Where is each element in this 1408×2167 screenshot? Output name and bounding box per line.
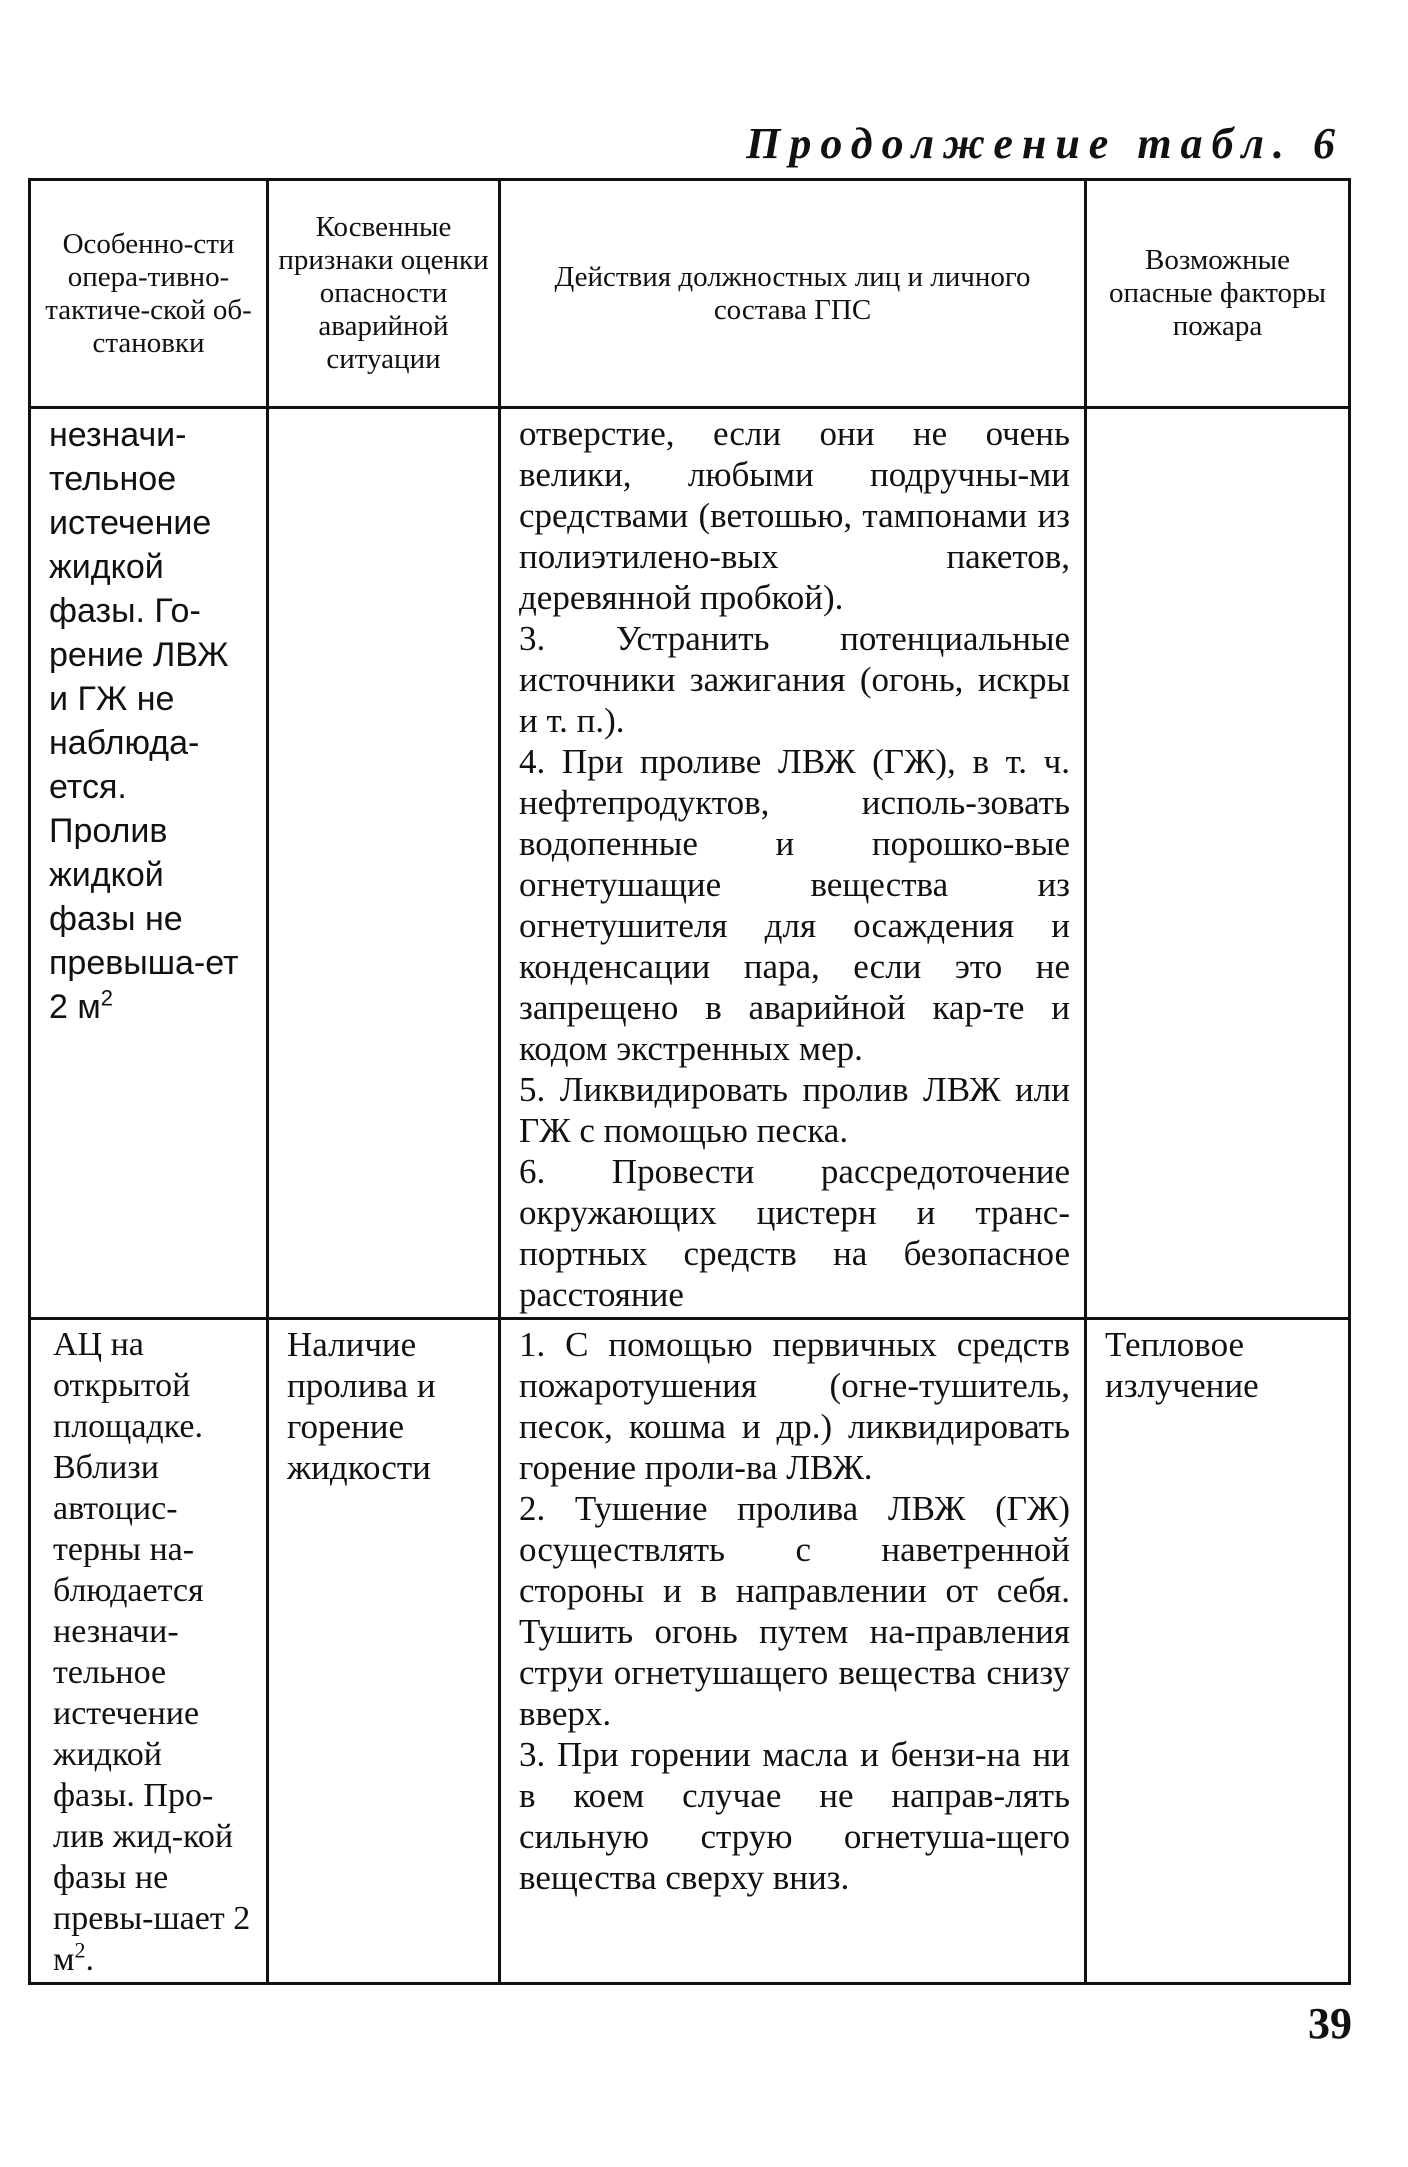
cell-actions [500, 408, 1086, 1319]
situation-tail: . [85, 1941, 95, 1978]
action-item: 6. Провести рассредоточение окружающих цистерн и транс-портных средств на безопасное расстояние [519, 1152, 1070, 1314]
cell-situation [30, 1319, 268, 1984]
table-caption: Продолжение табл. 6 [746, 119, 1344, 168]
action-item: 3. При горении масла и бензи-на ни в коем случае не направ-лять сильную струю огнетуша-щего вещества сверху вниз. [519, 1735, 1070, 1897]
action-item: 3. Устранить потенциальные источники зажигания (огонь, искры и т. п.). [519, 619, 1070, 740]
cell-actions [500, 1319, 1086, 1984]
action-item: 1. С помощью первичных средств пожаротушения (огне-тушитель, песок, кошма и др.) ликвидировать горение проли-ва ЛВЖ. [519, 1325, 1070, 1487]
hazard-actions-table [28, 178, 1351, 1985]
header-situation: Особенно-сти опера-тивно-тактиче-ской об-становки [30, 180, 268, 408]
action-item: отверстие, если они не очень велики, любыми подручны-ми средствами (ветошью, тампонами из полиэтилено-вых пакетов, деревянной пробкой). [519, 414, 1070, 617]
header-actions: Действия должностных лиц и личного состава ГПС [500, 180, 1086, 408]
table-row [30, 1319, 1350, 1984]
cell-situation [30, 408, 268, 1319]
action-item: 5. Ликвидировать пролив ЛВЖ или ГЖ с помощью песка. [519, 1070, 1070, 1150]
cell-signs: Наличие пролива и горение жидкости [268, 1319, 500, 1984]
table-row [30, 408, 1350, 1319]
page-number: 39 [1308, 1999, 1352, 2048]
header-signs: Косвенные признаки оценки опасности аварийной ситуации [268, 180, 500, 408]
situation-text: АЦ на открытой площадке. Вблизи автоцис-терны на-блюдается незначи-тельное истечение жидкой фазы. Про-лив жид-кой фазы не превы-шает 2 м [53, 1326, 251, 1978]
cell-factors [1086, 408, 1350, 1319]
action-item: 2. Тушение пролива ЛВЖ (ГЖ) осуществлять с наветренной стороны и в направлении от себя. Тушить огонь путем на-правления струи огнетушащего вещества снизу вверх. [519, 1489, 1070, 1733]
table-header-row [30, 180, 1350, 408]
superscript: 2 [74, 1937, 86, 1963]
cell-factors: Тепловое излучение [1086, 1319, 1350, 1984]
header-factors: Возможные опасные факторы пожара [1086, 180, 1350, 408]
cell-signs [268, 408, 500, 1319]
action-item: 4. При проливе ЛВЖ (ГЖ), в т. ч. нефтепродуктов, исполь-зовать водопенные и порошко-вые огнетушащие вещества из огнетушителя для осаждения и конденсации пара, если это не запрещено в аварийной кар-те и кодом экстренных мер. [519, 742, 1070, 1068]
situation-text: незначи-тельное истечение жидкой фазы. Го-рение ЛВЖ и ГЖ не наблюда-ется. Пролив жидкой фазы не превыша-ет 2 м [49, 416, 239, 1026]
superscript: 2 [100, 985, 113, 1011]
